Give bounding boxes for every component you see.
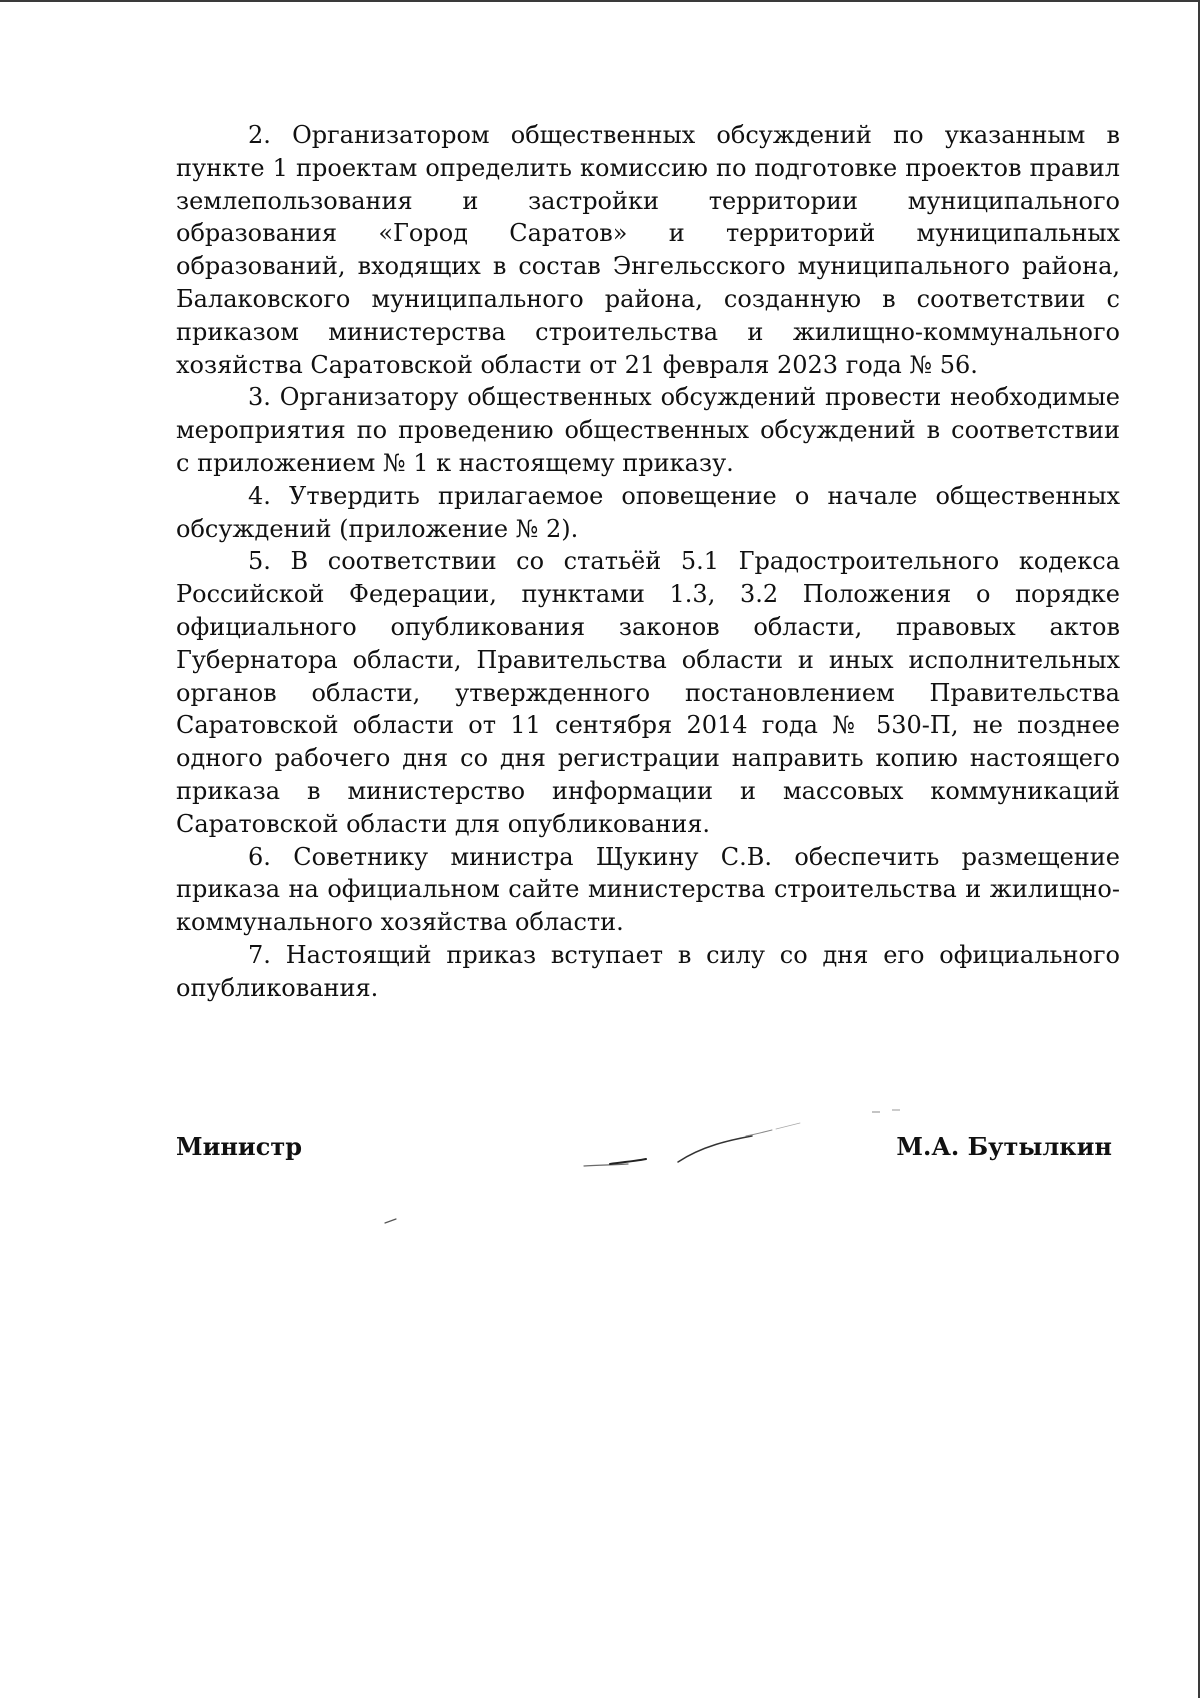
signer-name: М.А. Бутылкин <box>896 1132 1112 1161</box>
paragraph-item-6: 6. Советнику министра Щукину С.В. обеспечить размещение приказа на официальном сайте министерства строительства и жилищно-коммунального хозяйства области. <box>176 842 1120 937</box>
scan-border-top <box>0 0 1200 2</box>
paragraph-item-3: 3. Организатору общественных обсуждений провести необходимые мероприятия по проведению общественных обсуждений в соответствии с приложением № 1 к настоящему приказу. <box>176 383 1120 477</box>
paragraph-item-4: 4. Утвердить прилагаемое оповещение о начале общественных обсуждений (приложение № 2). <box>176 481 1120 543</box>
handwritten-signature <box>580 1108 910 1188</box>
ink-dot-mark <box>384 1218 398 1224</box>
paragraph-item-5: 5. В соответствии со статьёй 5.1 Градостроительного кодекса Российской Федерации, пунктами 1.3, 3.2 Положения о порядке официального опубликования законов области, правовых актов Губернатора области, Правительства области и иных исполнительных органов области, утвержденного постановлением Правительства Саратовской области от 11 сентября 2014 года № 530-П, не позднее одного рабочего дня со дня регистрации направить копию настоящего приказа в министерство информации и массовых коммуникаций Саратовской области для опубликования. <box>176 547 1120 838</box>
signer-position: Министр <box>176 1132 302 1161</box>
document-body <box>176 119 1120 1005</box>
paragraph-item-7: 7. Настоящий приказ вступает в силу со дня его официального опубликования. <box>176 940 1120 1002</box>
paragraph-item-2: 2. Организатором общественных обсуждений по указанным в пункте 1 проектам определить комиссию по подготовке проектов правил землепользования и застройки территории муниципального образования «Город Саратов» и территорий муниципальных образований, входящих в состав Энгельсского муниципального района, Балаковского муниципального района, созданную в соответствии с приказом министерства строительства и жилищно-коммунального хозяйства Саратовской области от 21 февраля 2023 года № 56. <box>176 121 1120 379</box>
